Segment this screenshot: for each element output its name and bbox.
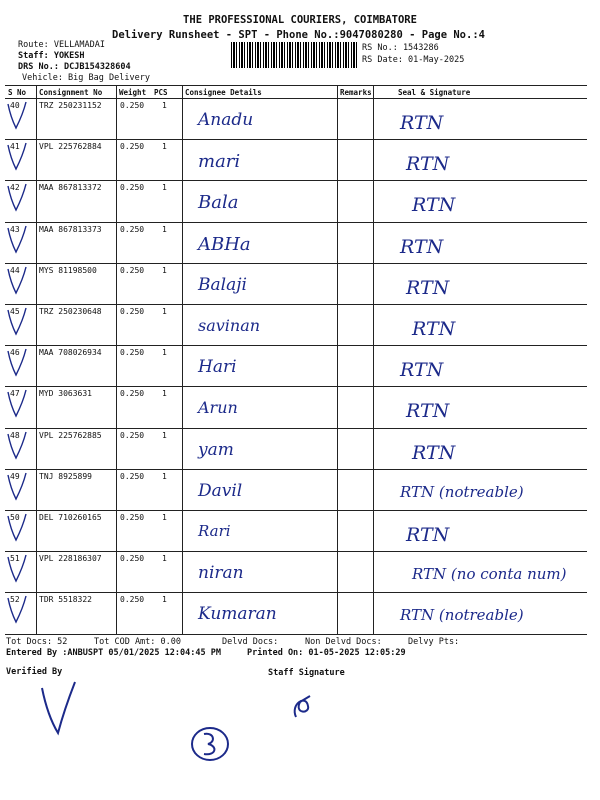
row-consignment: MYS 81198500 (39, 265, 97, 275)
entered-by: Entered By :ANBUSPT 05/01/2025 12:04:45 PM (6, 648, 221, 658)
row-consignment: MAA 708026934 (39, 348, 102, 358)
row-seal-handwritten: RTN (no conta num) (412, 565, 567, 584)
row-tick-mark (4, 471, 28, 501)
drs-number: DRS No.: DCJB154328604 (18, 62, 131, 72)
row-tick-mark (4, 594, 28, 624)
row-consignment: TRZ 250230648 (39, 307, 102, 316)
row-consignee-handwritten: Anadu (198, 110, 254, 130)
row-weight: 0.250 (120, 348, 145, 358)
row-tick-mark (4, 224, 28, 254)
row-consignee-handwritten: savinan (198, 316, 261, 335)
row-tick-mark (4, 100, 28, 130)
row-consignment: TDR 5518322 (39, 595, 92, 605)
row-pcs: 1 (162, 595, 167, 605)
vehicle-label: Vehicle: Big Bag Delivery (22, 73, 150, 83)
col-consignee: Consignee Details (185, 88, 262, 97)
row-sno: 49 (10, 471, 20, 481)
row-sno: 43 (10, 224, 20, 234)
row-weight: 0.250 (120, 224, 145, 234)
row-weight: 0.250 (120, 142, 145, 152)
row-seal-handwritten: RTN (406, 524, 450, 546)
row-consignment: TNJ 8925899 (39, 471, 92, 481)
row-consignment: MYD 3063631 (39, 389, 92, 399)
row-consignment: DEL 710260165 (39, 513, 102, 522)
col-seal: Seal & Signature (398, 88, 471, 97)
col-pcs: PCS (154, 88, 168, 97)
row-tick-mark (4, 430, 28, 460)
row-sno: 52 (10, 595, 20, 605)
rs-number: RS No.: 1543286 (362, 43, 439, 53)
circled-mark (186, 720, 236, 770)
row-consignee-handwritten: mari (198, 151, 241, 173)
row-weight: 0.250 (120, 101, 145, 110)
row-weight: 0.250 (120, 554, 145, 564)
row-tick-mark (4, 182, 28, 212)
row-sno: 47 (10, 389, 20, 399)
row-consignment: MAA 867813372 (39, 183, 102, 193)
row-consignee-handwritten: Davil (198, 480, 243, 501)
row-seal-handwritten: RTN (400, 112, 444, 134)
row-weight: 0.250 (120, 265, 145, 275)
row-sno: 42 (10, 183, 20, 193)
runsheet-subtitle: Delivery Runsheet - SPT - Phone No.:9047080280 - Page No.:4 (112, 29, 485, 41)
page-title: THE PROFESSIONAL COURIERS, COIMBATORE (183, 14, 417, 26)
row-consignee-handwritten: Bala (198, 192, 239, 214)
row-pcs: 1 (162, 513, 167, 522)
row-pcs: 1 (162, 471, 167, 481)
row-weight: 0.250 (120, 430, 145, 440)
row-seal-handwritten: RTN (406, 276, 450, 299)
row-consignee-handwritten: ABHa (198, 233, 251, 255)
row-consignee-handwritten: Hari (198, 357, 237, 378)
col-weight: Weight (119, 88, 147, 97)
row-consignment: MAA 867813373 (39, 224, 102, 234)
barcode (231, 42, 359, 68)
row-sno: 40 (10, 101, 20, 110)
printed-on: Printed On: 01-05-2025 12:05:29 (247, 648, 406, 658)
row-seal-handwritten: RTN (412, 194, 456, 217)
row-sno: 44 (10, 265, 20, 275)
row-consignee-handwritten: Kumaran (198, 604, 277, 625)
row-pcs: 1 (162, 430, 167, 440)
row-pcs: 1 (162, 348, 167, 358)
route-label: Route: VELLAMADAI (18, 40, 105, 50)
row-pcs: 1 (162, 142, 167, 152)
row-pcs: 1 (162, 307, 167, 316)
col-consignment: Consignment No (39, 88, 103, 97)
row-weight: 0.250 (120, 513, 145, 522)
row-tick-mark (4, 553, 28, 583)
row-weight: 0.250 (120, 471, 145, 481)
tot-docs: Tot Docs: 52 (6, 637, 68, 647)
row-seal-handwritten: RTN (400, 359, 444, 382)
row-sno: 48 (10, 430, 20, 440)
row-weight: 0.250 (120, 307, 145, 316)
row-seal-handwritten: RTN (406, 400, 450, 423)
row-consignee-handwritten: Rari (198, 522, 231, 540)
staff-label: Staff: YOKESH (18, 51, 85, 61)
row-tick-mark (4, 306, 28, 336)
delvd-docs: Delvd Docs: (222, 637, 279, 647)
row-tick-mark (4, 141, 28, 171)
row-consignment: VPL 225762884 (39, 142, 102, 152)
row-seal-handwritten: RTN (notreable) (400, 482, 524, 501)
row-seal-handwritten: RTN (412, 318, 456, 340)
row-consignee-handwritten: niran (198, 563, 244, 584)
row-weight: 0.250 (120, 183, 145, 193)
verified-by-label: Verified By (6, 667, 63, 677)
row-tick-mark (4, 347, 28, 377)
row-sno: 50 (10, 513, 20, 522)
row-consignee-handwritten: yam (198, 439, 234, 460)
row-pcs: 1 (162, 265, 167, 275)
row-consignment: VPL 225762885 (39, 430, 102, 440)
row-consignment: VPL 228186307 (39, 554, 102, 564)
non-delvd-docs: Non Delvd Docs: (305, 637, 382, 647)
row-tick-mark (4, 388, 28, 418)
row-pcs: 1 (162, 183, 167, 193)
row-pcs: 1 (162, 554, 167, 564)
row-seal-handwritten: RTN (406, 153, 450, 176)
row-pcs: 1 (162, 101, 167, 110)
row-tick-mark (4, 512, 28, 542)
row-sno: 51 (10, 554, 20, 564)
row-seal-handwritten: RTN (notreable) (400, 606, 524, 625)
col-remarks: Remarks (340, 88, 372, 97)
row-consignee-handwritten: Arun (198, 398, 238, 418)
delvy-pts: Delvy Pts: (408, 637, 460, 647)
row-pcs: 1 (162, 389, 167, 399)
row-consignee-handwritten: Balaji (198, 274, 247, 295)
row-weight: 0.250 (120, 595, 145, 605)
row-weight: 0.250 (120, 389, 145, 399)
verifier-signature (30, 678, 90, 738)
row-consignment: TRZ 250231152 (39, 101, 102, 110)
row-tick-mark (4, 265, 28, 295)
row-sno: 41 (10, 142, 20, 152)
row-pcs: 1 (162, 224, 167, 234)
row-seal-handwritten: RTN (400, 235, 444, 258)
col-sno: S No (8, 88, 27, 97)
staff-signature-mark (286, 692, 316, 722)
tot-cod: Tot COD Amt: 0.00 (94, 637, 181, 647)
row-sno: 45 (10, 307, 20, 316)
row-sno: 46 (10, 348, 20, 358)
rs-date: RS Date: 01-May-2025 (362, 55, 465, 65)
staff-signature-label: Staff Signature (268, 668, 345, 678)
row-seal-handwritten: RTN (412, 441, 456, 464)
